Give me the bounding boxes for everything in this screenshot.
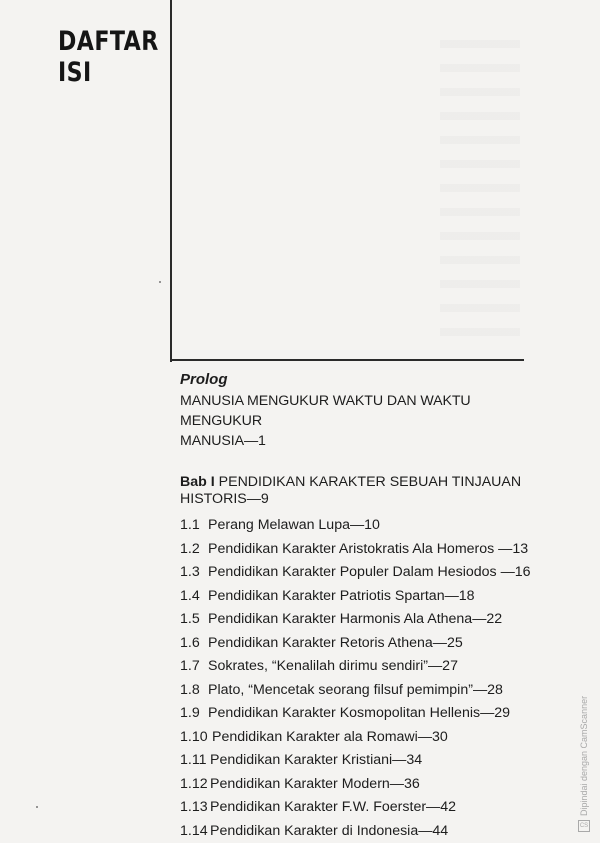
list-item bbox=[180, 702, 540, 726]
camscanner-watermark bbox=[578, 696, 590, 832]
list-item bbox=[180, 796, 540, 820]
entry-title: Pendidikan Karakter Kosmopolitan Hellenis—29 bbox=[208, 702, 510, 726]
entry-number: 1.4 bbox=[180, 585, 208, 609]
list-item bbox=[180, 773, 540, 797]
chapter-number: Bab I bbox=[180, 474, 215, 490]
frame-horizontal-rule bbox=[170, 359, 524, 361]
entry-title: Perang Melawan Lupa—10 bbox=[208, 514, 380, 538]
entry-number: 1.13 bbox=[180, 796, 206, 820]
title-line-1: DAFTAR bbox=[58, 26, 159, 57]
list-item bbox=[180, 726, 540, 750]
entry-title: Plato, “Mencetak seorang filsuf pemimpin”—28 bbox=[208, 679, 503, 703]
scan-speck bbox=[159, 281, 161, 283]
entry-title: Pendidikan Karakter Aristokratis Ala Homeros —13 bbox=[208, 538, 528, 562]
entry-title: Pendidikan Karakter Kristiani—34 bbox=[210, 749, 422, 773]
bleed-through-shadow bbox=[440, 40, 520, 340]
entry-title: Pendidikan Karakter Retoris Athena—25 bbox=[208, 632, 463, 656]
chapter-title-line-1 bbox=[180, 474, 540, 491]
entry-title: Sokrates, “Kenalilah dirimu sendiri”—27 bbox=[208, 655, 458, 679]
chapter-heading bbox=[180, 474, 540, 508]
list-item bbox=[180, 514, 540, 538]
chapter-title-line-2: HISTORIS—9 bbox=[180, 491, 540, 508]
prolog-title-line-1: MANUSIA MENGUKUR WAKTU DAN WAKTU MENGUKUR bbox=[180, 391, 540, 431]
entry-title: Pendidikan Karakter Patriotis Spartan—18 bbox=[208, 585, 475, 609]
list-item bbox=[180, 608, 540, 632]
entry-title: Pendidikan Karakter Populer Dalam Hesiodos —16 bbox=[208, 561, 531, 585]
list-item bbox=[180, 749, 540, 773]
entry-number: 1.12 bbox=[180, 773, 206, 797]
list-item bbox=[180, 679, 540, 703]
prolog-section bbox=[180, 370, 540, 451]
entry-number: 1.1 bbox=[180, 514, 208, 538]
list-item bbox=[180, 655, 540, 679]
list-item bbox=[180, 538, 540, 562]
entry-number: 1.11 bbox=[180, 749, 206, 773]
scan-speck bbox=[36, 806, 38, 808]
entry-number: 1.8 bbox=[180, 679, 208, 703]
prolog-label: Prolog bbox=[180, 370, 540, 389]
entry-title: Pendidikan Karakter di Indonesia—44 bbox=[210, 820, 448, 843]
entry-number: 1.7 bbox=[180, 655, 208, 679]
list-item bbox=[180, 561, 540, 585]
entry-number: 1.2 bbox=[180, 538, 208, 562]
entry-title: Pendidikan Karakter ala Romawi—30 bbox=[212, 726, 448, 750]
frame-vertical-rule bbox=[170, 0, 172, 362]
entry-number: 1.3 bbox=[180, 561, 208, 585]
entry-list bbox=[180, 514, 540, 843]
watermark-text: Dipindai dengan CamScanner bbox=[579, 696, 589, 816]
list-item bbox=[180, 585, 540, 609]
camscanner-logo-icon: CS bbox=[578, 820, 590, 832]
entry-number: 1.14 bbox=[180, 820, 206, 843]
list-item bbox=[180, 632, 540, 656]
page-title bbox=[58, 26, 159, 88]
prolog-title-line-2: MANUSIA—1 bbox=[180, 431, 540, 451]
prolog-title bbox=[180, 391, 540, 451]
entry-number: 1.6 bbox=[180, 632, 208, 656]
entry-number: 1.9 bbox=[180, 702, 208, 726]
list-item bbox=[180, 820, 540, 843]
entry-number: 1.10 bbox=[180, 726, 206, 750]
chapter-title: PENDIDIKAN KARAKTER SEBUAH TINJAUAN bbox=[219, 474, 521, 490]
entry-title: Pendidikan Karakter Harmonis Ala Athena—22 bbox=[208, 608, 502, 632]
table-of-contents bbox=[180, 370, 540, 843]
title-line-2: ISI bbox=[58, 57, 159, 88]
entry-number: 1.5 bbox=[180, 608, 208, 632]
entry-title: Pendidikan Karakter Modern—36 bbox=[210, 773, 420, 797]
entry-title: Pendidikan Karakter F.W. Foerster—42 bbox=[210, 796, 456, 820]
